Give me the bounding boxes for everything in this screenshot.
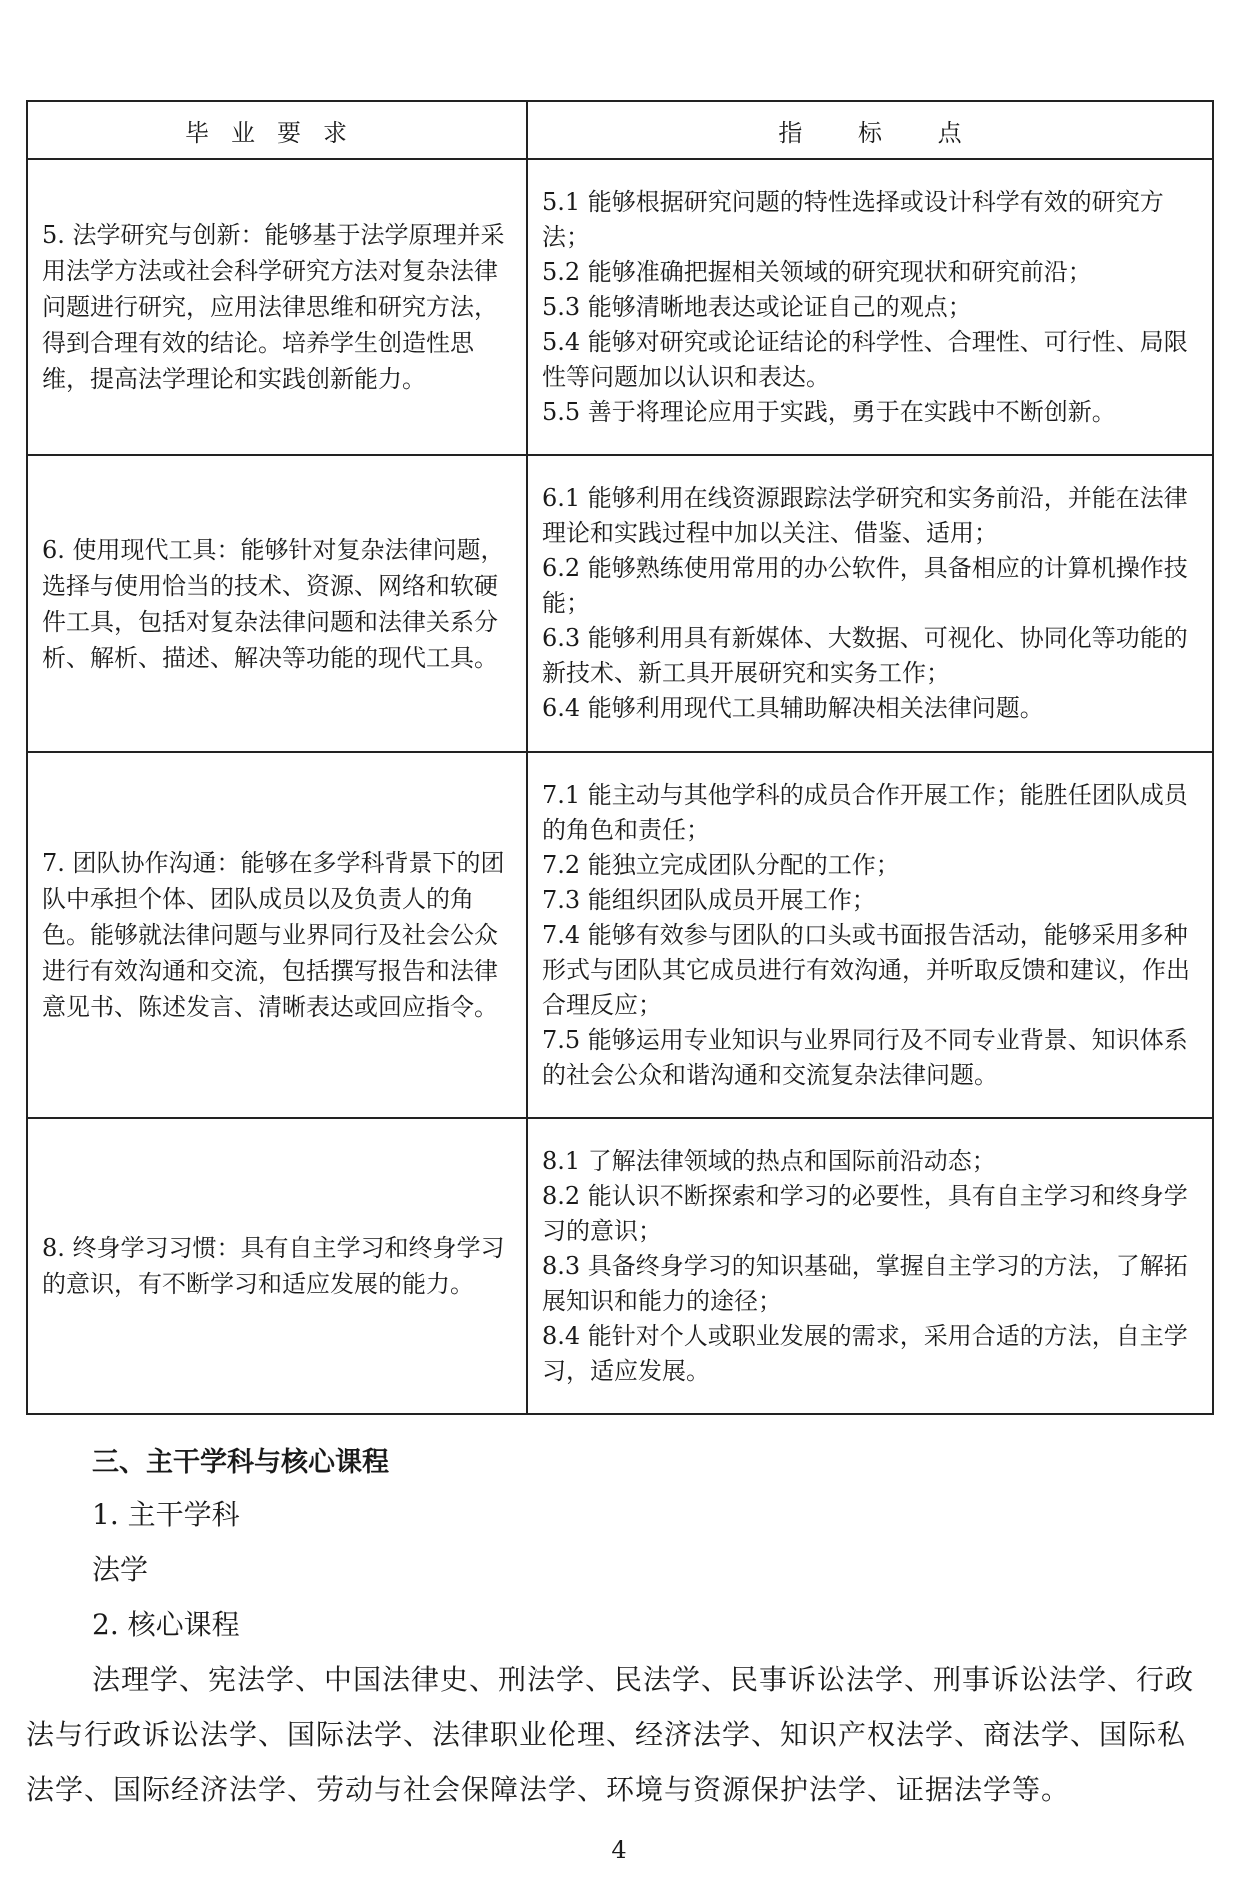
header-indicator-text: 指 标 点: [778, 118, 962, 147]
indicator-item: 5.5 善于将理论应用于实践，勇于在实践中不断创新。: [542, 397, 1116, 426]
header-requirement-text: 毕业要求: [185, 118, 369, 147]
table-header-row: [27, 101, 1213, 159]
graduation-requirements-table: [26, 100, 1214, 1415]
page-number: 4: [611, 1836, 627, 1864]
indicator-item: 5.2 能够准确把握相关领域的研究现状和研究前沿；: [542, 257, 1092, 286]
indicator-item: 8.4 能针对个人或职业发展的需求，采用合适的方法，自主学习，适应发展。: [542, 1321, 1188, 1385]
indicator-item: 6.3 能够利用具有新媒体、大数据、可视化、协同化等功能的新技术、新工具开展研究和实务工作；: [542, 624, 1188, 687]
indicator-cell: [527, 159, 1213, 455]
table-row: [27, 455, 1213, 752]
indicator-item: 6.1 能够利用在线资源跟踪法学研究和实务前沿，并能在法律理论和实践过程中加以关注、借鉴、适用；: [542, 484, 1188, 547]
section-title: 三、主干学科与核心课程: [92, 1447, 389, 1478]
indicator-item: 7.5 能够运用专业知识与业界同行及不同专业背景、知识体系的社会公众和谐沟通和交流复杂法律问题。: [542, 1025, 1188, 1089]
indicator-item: 6.4 能够利用现代工具辅助解决相关法律问题。: [542, 694, 1044, 722]
core-courses-paragraph: 法理学、宪法学、中国法律史、刑法学、民法学、民事诉讼法学、刑事诉讼法学、行政法与行政诉讼法学、国际法学、法律职业伦理、经济法学、知识产权法学、商法学、国际私法学、国际经济法学、劳动与社会保障法学、环境与资源保护法学、证据法学等。: [26, 1663, 1195, 1806]
requirement-cell: 6. 使用现代工具：能够针对复杂法律问题，选择与使用恰当的技术、资源、网络和软硬件工具，包括对复杂法律问题和法律关系分析、解析、描述、解决等功能的现代工具。: [27, 455, 527, 752]
indicator-item: 7.1 能主动与其他学科的成员合作开展工作；能胜任团队成员的角色和责任；: [542, 780, 1188, 844]
indicator-item: 7.2 能独立完成团队分配的工作；: [542, 850, 900, 879]
requirement-cell: 8. 终身学习习惯：具有自主学习和终身学习的意识，有不断学习和适应发展的能力。: [27, 1118, 527, 1414]
table-row: [27, 752, 1213, 1118]
subsection-main-discipline: 1. 主干学科: [92, 1498, 240, 1531]
requirement-cell: 5. 法学研究与创新：能够基于法学原理并采用法学方法或社会科学研究方法对复杂法律问题进行研究，应用法律思维和研究方法，得到合理有效的结论。培养学生创造性思维，提高法学理论和实践创新能力。: [27, 159, 527, 455]
indicator-item: 7.3 能组织团队成员开展工作；: [542, 885, 876, 914]
subsection-core-courses: 2. 核心课程: [92, 1608, 240, 1641]
header-indicator: [527, 101, 1213, 159]
indicator-cell: [527, 752, 1213, 1118]
indicator-cell: [527, 1118, 1213, 1414]
indicator-item: 7.4 能够有效参与团队的口头或书面报告活动，能够采用多种形式与团队其它成员进行有效沟通，并听取反馈和建议，作出合理反应；: [542, 920, 1190, 1019]
table-row: [27, 159, 1213, 455]
indicator-item: 5.4 能够对研究或论证结论的科学性、合理性、可行性、局限性等问题加以认识和表达。: [542, 327, 1188, 391]
indicator-item: 5.3 能够清晰地表达或论证自己的观点；: [542, 292, 972, 321]
main-discipline-value: 法学: [92, 1553, 149, 1586]
table-row: [27, 1118, 1213, 1414]
header-requirement: [27, 101, 527, 159]
indicator-item: 8.1 了解法律领域的热点和国际前沿动态；: [542, 1146, 996, 1175]
indicator-item: 5.1 能够根据研究问题的特性选择或设计科学有效的研究方法；: [542, 187, 1164, 251]
indicator-item: 8.2 能认识不断探索和学习的必要性，具有自主学习和终身学习的意识；: [542, 1181, 1188, 1245]
requirement-cell: 7. 团队协作沟通：能够在多学科背景下的团队中承担个体、团队成员以及负责人的角色。能够就法律问题与业界同行及社会公众进行有效沟通和交流，包括撰写报告和法律意见书、陈述发言、清晰表达或回应指令。: [27, 752, 527, 1118]
indicator-cell: [527, 455, 1213, 752]
indicator-item: 6.2 能够熟练使用常用的办公软件，具备相应的计算机操作技能；: [542, 554, 1188, 617]
indicator-item: 8.3 具备终身学习的知识基础，掌握自主学习的方法，了解拓展知识和能力的途径；: [542, 1251, 1188, 1315]
